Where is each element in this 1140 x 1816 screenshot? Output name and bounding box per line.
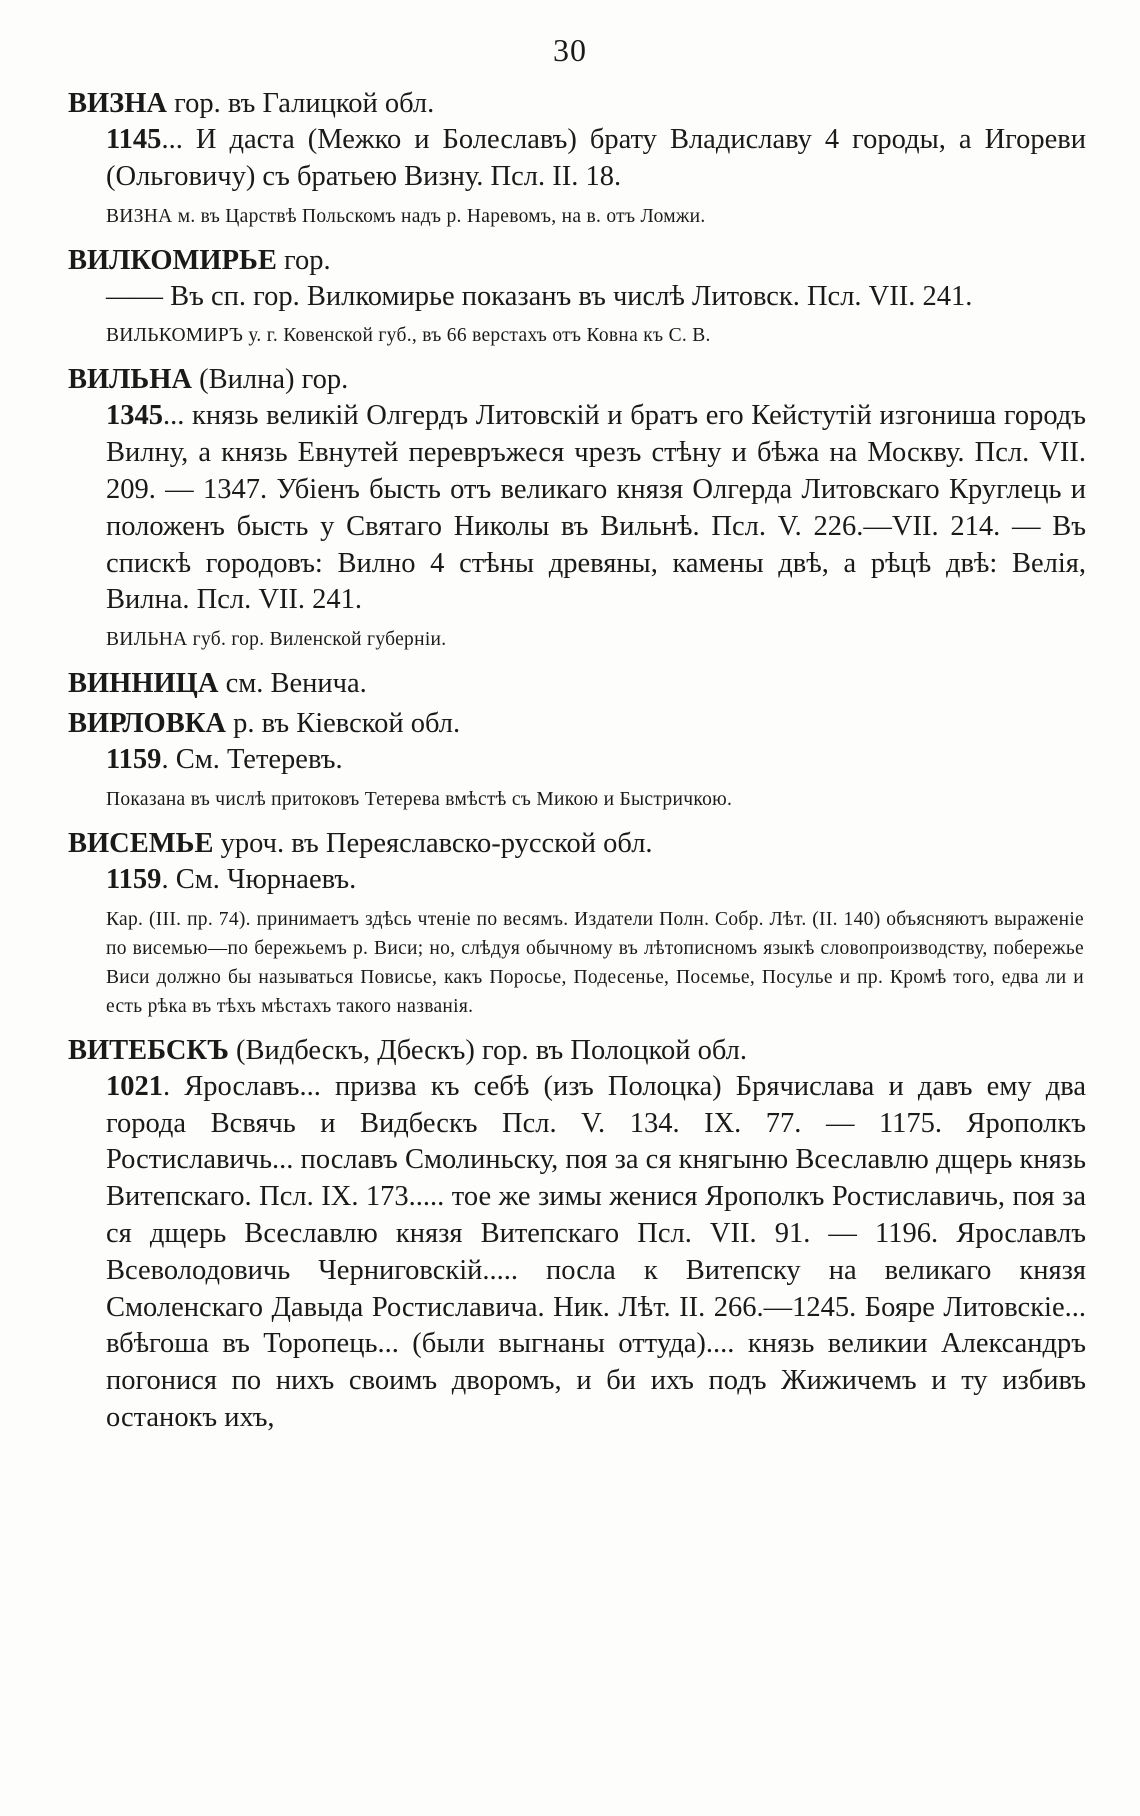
- entry-vilkomirie: [68, 243, 1086, 351]
- entry-vilna: [68, 362, 1086, 654]
- footnote: ВИЛЬНА губ. гор. Виленской губерніи.: [106, 629, 447, 651]
- headword-desc: см. Венича.: [218, 668, 367, 700]
- chronicle-quote: 1021. Ярославъ... призва къ себѣ (изъ Полоцка) Брячислава и давъ ему два города Всвячь и Видбескъ Псл. V. 134. IX. 77. — 1175. Ярополкъ Ростиславичь... пославъ Смолиньску, поя за ся княгыню Всеславлю дщерь князь Витепскаго. Псл. IX. 173..... тое же зимы женися Ярополкъ Ростиславичь, поя за ся дщерь Всеславлю князя Витепскаго Псл. VII. 91. — 1196. Ярославлъ Всеволодовичь Черниговскій..... посла к Витепску на великаго князя Смоленскаго Давыда Ростиславича. Ник. Лѣт. II. 266.—1245. Бояре Литовскіе... вбѣгоша въ Торопець... (были выгнаны оттуда).... князь великии Александръ погонися по нихъ своимъ дворомъ, и би ихъ подъ Жижичемъ и ту избивъ останокъ ихъ,: [106, 1070, 1086, 1433]
- chronicle-quote: 1145... И даста (Межко и Болеславъ) брату Владиславу 4 городы, а Игореви (Ольговичу) съ братьею Визну. Псл. II. 18.: [106, 124, 1086, 192]
- footnote: Кар. (III. пр. 74). принимаетъ здѣсь чтеніе по весямъ. Издатели Полн. Собр. Лѣт. (II. 140) объясняютъ выраженіе по висемью—по бережьемъ р. Виси; но, слѣдуя обычному въ лѣтописномъ языкѣ словопроизводству, побережье Виси должно бы называться Повисье, какъ Поросье, Подесенье, Посемье, Посулье и пр. Кромѣ того, едва ли и есть рѣка въ тѣхъ мѣстахъ такого названія.: [106, 908, 1084, 1017]
- entry-heading: [68, 666, 1086, 702]
- year: 1345: [106, 400, 163, 432]
- entry-heading: [68, 826, 1086, 862]
- headword-desc: гор.: [276, 244, 331, 276]
- entry-vinnitsa: [68, 666, 1086, 702]
- entry-heading: [68, 1033, 1086, 1069]
- headword: ВИСЕМЬЕ: [68, 827, 214, 859]
- footnote: ВИЗНА м. въ Царствѣ Польскомъ надъ р. Наревомъ, на в. отъ Ломжи.: [106, 205, 706, 227]
- headword: ВИННИЦА: [68, 668, 219, 700]
- headword-desc: уроч. въ Переяславско-русской обл.: [213, 827, 653, 859]
- page-number: 30: [553, 32, 587, 68]
- headword-desc: (Вилна) гор.: [192, 364, 349, 396]
- entry-vitebsk: [68, 1033, 1086, 1437]
- chronicle-quote: 1345... князь великій Олгердъ Литовскій и братъ его Кейстутій изгониша городъ Вилну, а князь Евнутей перевръжеся чрезъ стѣну и бѣжа на Москву. Псл. VII. 209. — 1347. Убіенъ бысть отъ великаго князя Олгерда Литовскаго Круглець и положенъ бысть у Святаго Николы въ Вильнѣ. Псл. V. 226.—VII. 214. — Въ спискѣ городовъ: Вилно 4 стѣны древяны, камены двѣ, а рѣцѣ двѣ: Велія, Вилна. Псл. VII. 241.: [106, 400, 1086, 616]
- year: 1145: [106, 124, 162, 155]
- headword: ВИЗНА: [68, 88, 167, 119]
- entry-heading: [68, 243, 1086, 279]
- page-body: [68, 86, 1086, 1437]
- headword-desc: гор. въ Галицкой обл.: [166, 88, 435, 119]
- headword: ВИЛКОМИРЬЕ: [68, 244, 277, 276]
- headword-desc: р. въ Кіевской обл.: [225, 708, 461, 740]
- footnote: ВИЛЬКОМИРЪ у. г. Ковенской губ., въ 66 верстахъ отъ Ковна къ С. В.: [106, 325, 711, 347]
- year: 1021: [106, 1070, 163, 1102]
- chronicle-quote: 1159. См. Тетеревъ.: [106, 744, 343, 776]
- footnote: Показана въ числѣ притоковъ Тетерева вмѣстѣ съ Микою и Быстричкою.: [106, 788, 733, 810]
- entry-virlovka: [68, 706, 1086, 814]
- headword: ВИТЕБСКЪ: [68, 1034, 229, 1066]
- entry-vizna: [68, 86, 1086, 231]
- entry-visemie: [68, 826, 1086, 1021]
- headword: ВИЛЬНА: [68, 364, 193, 396]
- chronicle-quote: 1159. См. Чюрнаевъ.: [106, 863, 357, 895]
- chronicle-quote: —— Въ сп. гор. Вилкомирье показанъ въ числѣ Литовск. Псл. VII. 241.: [106, 280, 973, 312]
- year: 1159: [106, 744, 162, 776]
- headword: ВИРЛОВКА: [68, 708, 226, 740]
- entry-heading: [68, 706, 1086, 742]
- entry-heading: [68, 86, 1086, 122]
- year: 1159: [106, 863, 162, 895]
- entry-heading: [68, 362, 1086, 398]
- headword-desc: (Видбескъ, Дбескъ) гор. въ Полоцкой обл.: [228, 1034, 747, 1066]
